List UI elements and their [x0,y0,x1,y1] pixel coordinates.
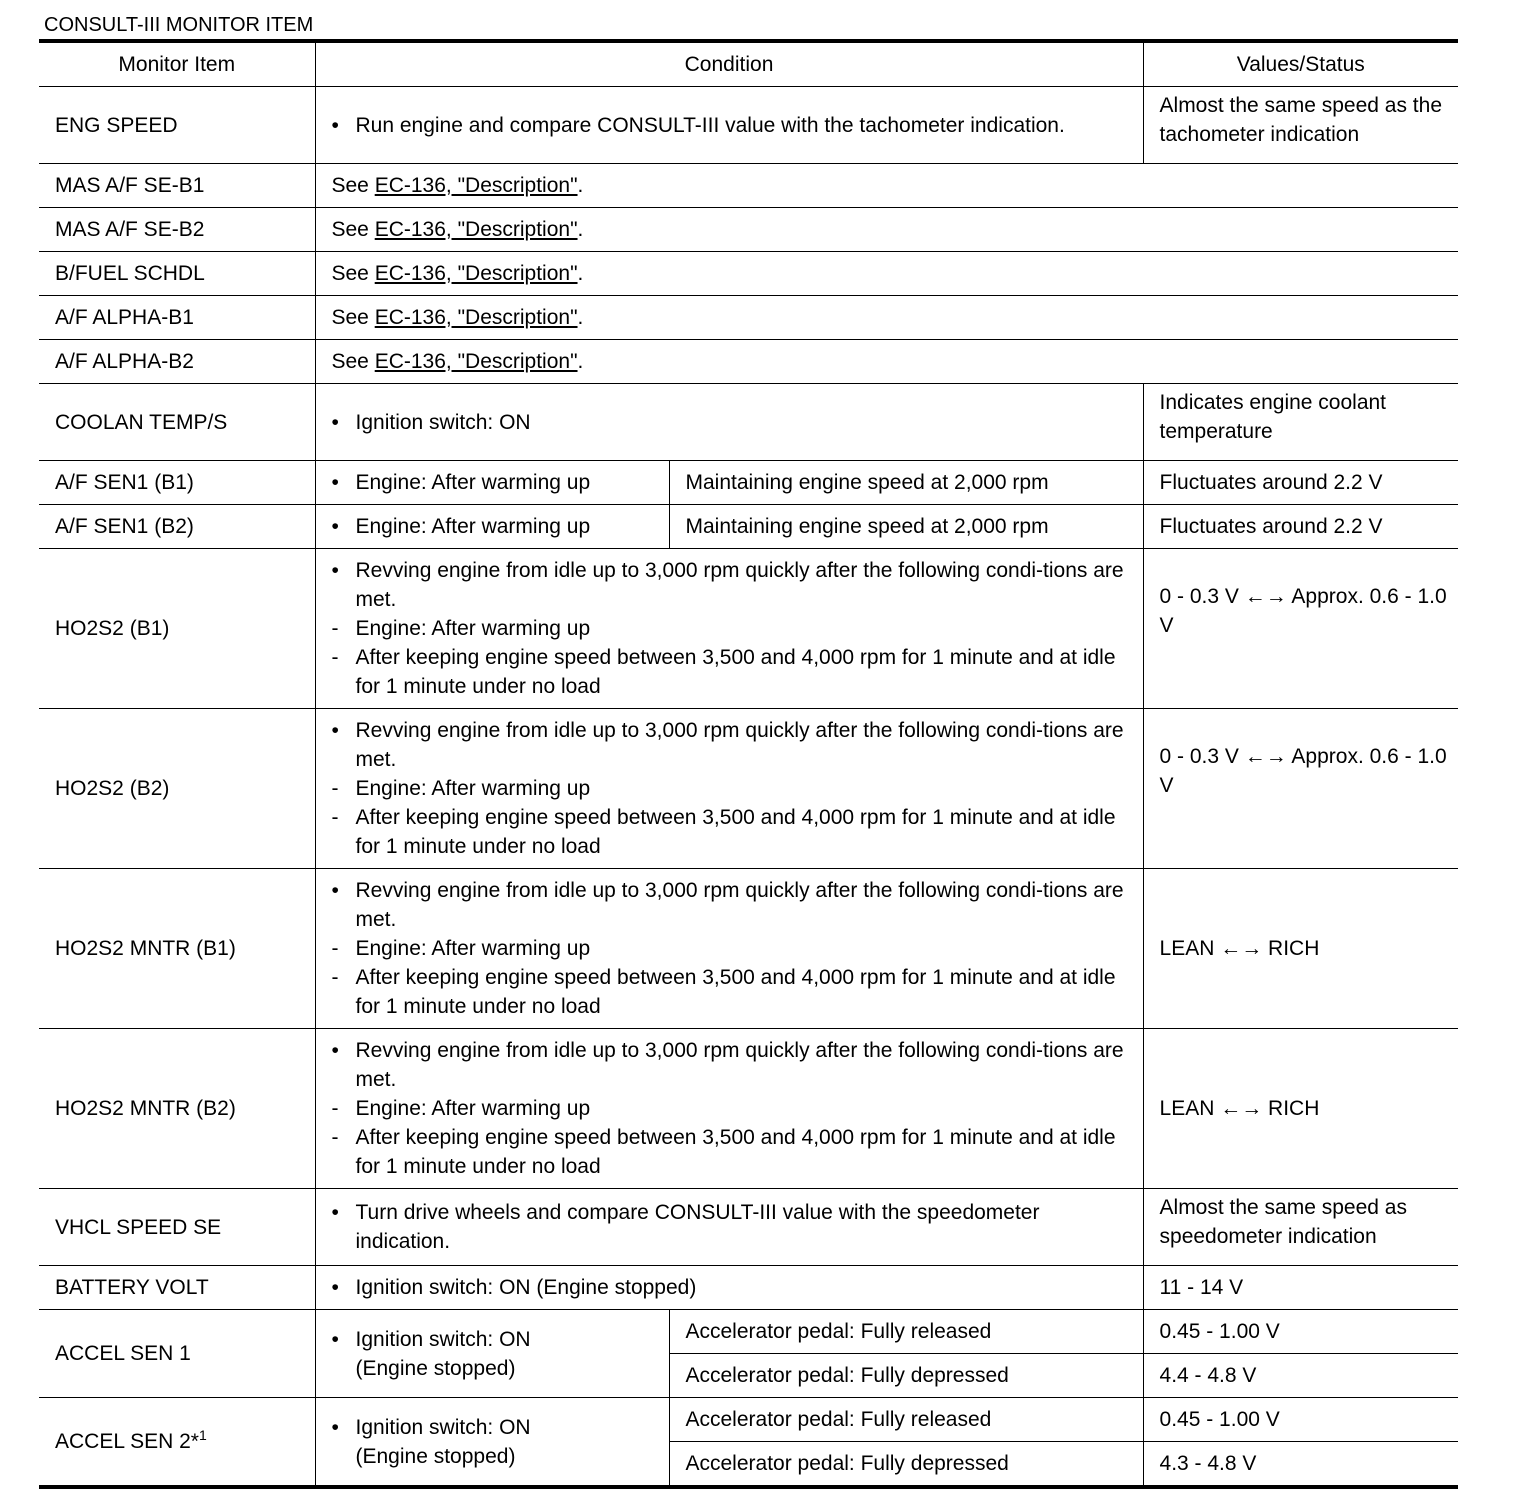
condition: • Run engine and compare CONSULT-III value with the tachometer indication. [315,87,1143,164]
description-link[interactable]: EC-136, "Description" [374,218,578,241]
monitor-item: A/F ALPHA-B1 [39,296,315,340]
sub-condition: Accelerator pedal: Fully released [669,1398,1143,1442]
sub-condition: Accelerator pedal: Fully depressed [669,1442,1143,1488]
monitor-item: HO2S2 (B2) [39,709,315,869]
monitor-item: MAS A/F SE-B1 [39,164,315,208]
condition: • Revving engine from idle up to 3,000 rpm quickly after the following condi-tions are met. - Engine: After warming up - After keeping engine speed between 3,500 and 4,000 rpm for 1 minute and at idle for 1 minute under no load [315,869,1143,1029]
monitor-item: A/F SEN1 (B2) [39,505,315,549]
value-status: LEAN ←→ RICH [1143,1029,1458,1189]
value-status: 4.4 - 4.8 V [1143,1354,1458,1398]
table-row [39,869,1458,1029]
header-monitor-item: Monitor Item [39,41,315,87]
condition: See EC-136, "Description". [315,252,1458,296]
sub-condition: Accelerator pedal: Fully released [669,1310,1143,1354]
condition: See EC-136, "Description". [315,208,1458,252]
table-row [39,208,1458,252]
description-link[interactable]: EC-136, "Description" [374,262,578,285]
description-link[interactable]: EC-136, "Description" [374,174,578,197]
condition: • Revving engine from idle up to 3,000 rpm quickly after the following condi-tions are met. - Engine: After warming up - After keeping engine speed between 3,500 and 4,000 rpm for 1 minute and at idle for 1 minute under no load [315,549,1143,709]
header-values-status: Values/Status [1143,41,1458,87]
monitor-item: COOLAN TEMP/S [39,384,315,461]
value-status: 0.45 - 1.00 V [1143,1310,1458,1354]
value-status: Fluctuates around 2.2 V [1143,505,1458,549]
condition: See EC-136, "Description". [315,164,1458,208]
monitor-item: HO2S2 MNTR (B1) [39,869,315,1029]
sub-condition: Accelerator pedal: Fully depressed [669,1354,1143,1398]
condition: • Revving engine from idle up to 3,000 rpm quickly after the following condi-tions are met. - Engine: After warming up - After keeping engine speed between 3,500 and 4,000 rpm for 1 minute and at idle for 1 minute under no load [315,1029,1143,1189]
table-row [39,1398,1458,1442]
table-row [39,87,1458,164]
monitor-item: B/FUEL SCHDL [39,252,315,296]
table-row [39,1029,1458,1189]
table-row [39,1310,1458,1354]
condition: • Ignition switch: ON (Engine stopped) [315,1266,1143,1310]
value-status: 4.3 - 4.8 V [1143,1442,1458,1488]
monitor-item: ENG SPEED [39,87,315,164]
monitor-item: VHCL SPEED SE [39,1189,315,1266]
table-row [39,384,1458,461]
condition: See EC-136, "Description". [315,340,1458,384]
condition: See EC-136, "Description". [315,296,1458,340]
condition: • Turn drive wheels and compare CONSULT-III value with the speedometer indication. [315,1189,1143,1266]
value-status: 0 - 0.3 V ←→ Approx. 0.6 - 1.0 V [1143,549,1458,709]
value-status: LEAN ←→ RICH [1143,869,1458,1029]
header-condition: Condition [315,41,1143,87]
table-row [39,1189,1458,1266]
table-row [39,549,1458,709]
condition: • Engine: After warming up [315,505,669,549]
value-status: 11 - 14 V [1143,1266,1458,1310]
monitor-item: ACCEL SEN 1 [39,1310,315,1398]
condition: • Ignition switch: ON (Engine stopped) [315,1310,669,1398]
table-row [39,252,1458,296]
table-row [39,164,1458,208]
table-caption: CONSULT-III MONITOR ITEM [44,14,314,36]
monitor-item: MAS A/F SE-B2 [39,208,315,252]
monitor-item: HO2S2 MNTR (B2) [39,1029,315,1189]
condition: • Engine: After warming up [315,461,669,505]
monitor-item: BATTERY VOLT [39,1266,315,1310]
table-row [39,340,1458,384]
table-row [39,505,1458,549]
value-status: 0.45 - 1.00 V [1143,1398,1458,1442]
value-status: Almost the same speed as speedometer indication [1143,1189,1458,1266]
condition: • Ignition switch: ON (Engine stopped) [315,1398,669,1488]
monitor-item: A/F ALPHA-B2 [39,340,315,384]
table-row [39,1266,1458,1310]
footnote-marker: 1 [198,1427,207,1443]
value-status: 0 - 0.3 V ←→ Approx. 0.6 - 1.0 V [1143,709,1458,869]
monitor-item: HO2S2 (B1) [39,549,315,709]
monitor-item-table [39,39,1458,1489]
value-status: Indicates engine coolant temperature [1143,384,1458,461]
sub-condition: Maintaining engine speed at 2,000 rpm [669,461,1143,505]
table-row [39,461,1458,505]
description-link[interactable]: EC-136, "Description" [374,350,578,373]
monitor-item: A/F SEN1 (B1) [39,461,315,505]
condition: • Ignition switch: ON [315,384,1143,461]
table-row [39,709,1458,869]
value-status: Almost the same speed as the tachometer indication [1143,87,1458,164]
header-row [39,41,1458,87]
table-row [39,296,1458,340]
condition: • Revving engine from idle up to 3,000 rpm quickly after the following condi-tions are met. - Engine: After warming up - After keeping engine speed between 3,500 and 4,000 rpm for 1 minute and at idle for 1 minute under no load [315,709,1143,869]
monitor-item: ACCEL SEN 2*$^1$ [39,1398,315,1488]
sub-condition: Maintaining engine speed at 2,000 rpm [669,505,1143,549]
description-link[interactable]: EC-136, "Description" [374,306,578,329]
value-status: Fluctuates around 2.2 V [1143,461,1458,505]
